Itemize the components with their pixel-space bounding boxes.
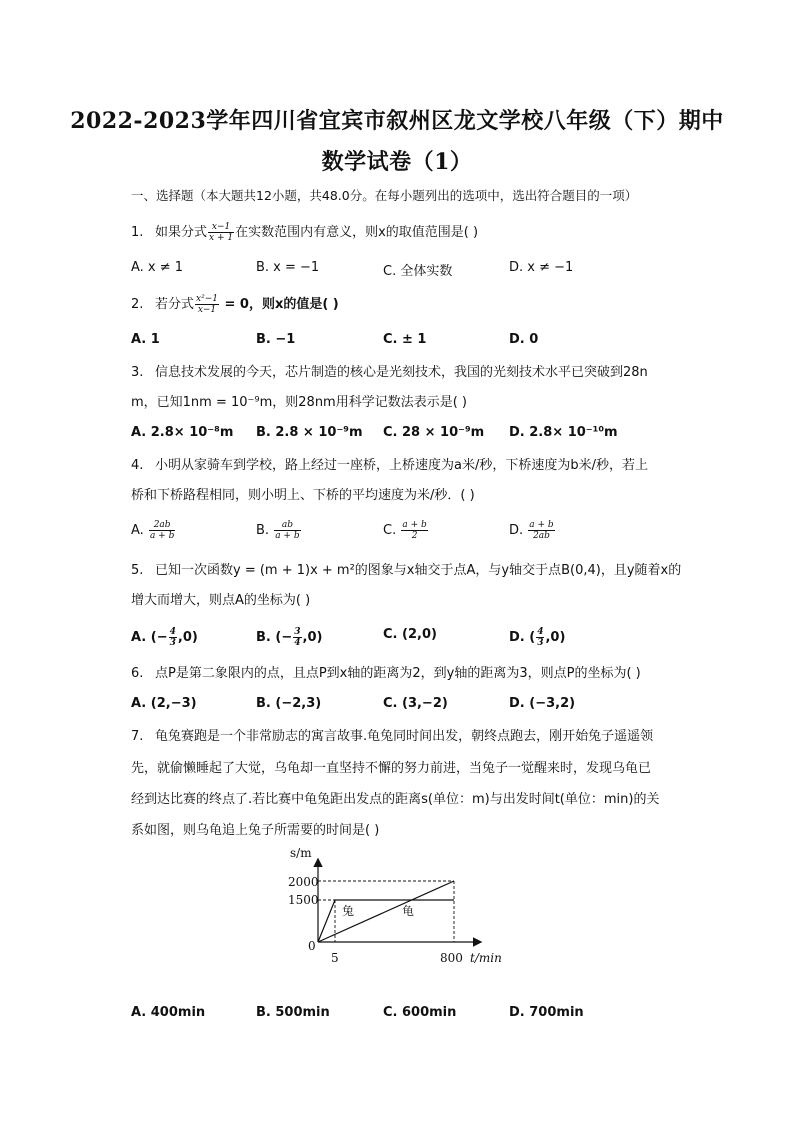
question-7: 7. 龟兔赛跑是一个非常励志的寓言故事.龟兔同时间出发，朝终点跑去，刚开始兔子遥遥领 bbox=[131, 729, 654, 744]
x-tick-800: 800 bbox=[440, 951, 463, 965]
question-3: 3. 信息技术发展的今天，芯片制造的核心是光刻技术，我国的光刻技术水平已突破到28n bbox=[131, 365, 648, 380]
rabbit-label: 兔 bbox=[342, 904, 355, 918]
option-c[interactable]: C. (2,0) bbox=[383, 627, 437, 642]
section-heading: 一、选择题（本大题共12小题，共48.0分。在每小题列出的选项中，选出符合题目的一项） bbox=[131, 188, 638, 203]
fraction: $\frac{\text{x²−1}}{x-1}$ bbox=[196, 294, 218, 315]
exam-title-line1: 2022-2023学年四川省宜宾市叙州区龙文学校八年级（下）期中 bbox=[70, 108, 724, 134]
question-4: 4. 小明从家骑车到学校，路上经过一座桥，上桥速度为a米/秒，下桥速度为b米/秒，若上 bbox=[131, 458, 648, 473]
question-number: 1. bbox=[131, 225, 144, 240]
options-1 bbox=[131, 260, 651, 280]
option-d[interactable]: D. x ≠ −1 bbox=[509, 260, 574, 275]
question-number: 3. bbox=[131, 365, 144, 380]
options-2 bbox=[131, 332, 651, 352]
option-b[interactable]: B. x = −1 bbox=[256, 260, 320, 275]
options-7 bbox=[131, 1005, 651, 1025]
option-c[interactable]: C. $\frac{a + b}{2}$ bbox=[383, 520, 427, 541]
options-3 bbox=[131, 425, 651, 445]
option-b[interactable]: B. −1 bbox=[256, 332, 296, 347]
option-c[interactable]: C. 600min bbox=[383, 1005, 457, 1020]
option-b[interactable]: B. (−2,3) bbox=[256, 696, 322, 711]
option-b[interactable]: B. 500min bbox=[256, 1005, 330, 1020]
option-b[interactable]: B. $\frac{ab}{a + b}$ bbox=[256, 520, 300, 541]
fraction: $\frac{x-1}{x + 1}$ bbox=[209, 222, 234, 243]
option-a[interactable]: A. 1 bbox=[131, 332, 160, 347]
option-b[interactable]: B. (− $\frac{3}{4}$ ,0) bbox=[256, 627, 323, 648]
option-d[interactable]: D. 0 bbox=[509, 332, 539, 347]
question-5: 5. 已知一次函数y = (m + 1)x + m²的图象与x轴交于点A，与y轴交于点B(0,4)，且y随着x的 bbox=[131, 563, 682, 578]
option-d[interactable]: D. ( $\frac{4}{3}$ ,0) bbox=[509, 627, 566, 648]
question-2: 2. 若分式 $\frac{\text{x²−1}}{x-1}$ = 0，则x的值是( ) bbox=[131, 294, 339, 315]
option-c[interactable]: C. 28 × 10⁻⁹m bbox=[383, 425, 485, 440]
option-a[interactable]: A. 2.8× 10⁻⁸m bbox=[131, 425, 234, 440]
question-1: 1. 如果分式 $\frac{x-1}{x + 1}$ 在实数范围内有意义，则x的取值范围是( ) bbox=[131, 222, 479, 243]
distance-time-graph bbox=[280, 842, 520, 972]
tortoise-label: 龟 bbox=[402, 904, 415, 918]
question-5-line2: 增大而增大，则点A的坐标为( ) bbox=[131, 593, 311, 608]
option-a[interactable]: A. $\frac{2ab}{a + b}$ bbox=[131, 520, 175, 541]
options-4 bbox=[131, 520, 651, 540]
option-d[interactable]: D. (−3,2) bbox=[509, 696, 576, 711]
y-tick-1500: 1500 bbox=[288, 893, 319, 907]
option-c[interactable]: C. 全体实数 bbox=[383, 264, 453, 279]
question-number: 5. bbox=[131, 563, 144, 578]
question-4-line2: 桥和下桥路程相同，则小明上、下桥的平均速度为米/秒．( ) bbox=[131, 488, 475, 503]
rabbit-line bbox=[318, 900, 454, 942]
option-c[interactable]: C. (3,−2) bbox=[383, 696, 448, 711]
question-3-line2: m，已知1nm = 10⁻⁹m，则28nm用科学记数法表示是( ) bbox=[131, 395, 467, 410]
x-axis-label: t/min bbox=[470, 951, 502, 965]
option-b[interactable]: B. 2.8 × 10⁻⁹m bbox=[256, 425, 363, 440]
y-tick-0: 0 bbox=[308, 939, 316, 953]
option-d[interactable]: D. $\frac{a + b}{2ab}$ bbox=[509, 520, 554, 541]
question-6: 6. 点P是第二象限内的点，且点P到x轴的距离为2，到y轴的距离为3，则点P的坐标为( ) bbox=[131, 666, 641, 681]
question-7-line4: 系如图，则乌龟追上兔子所需要的时间是( ) bbox=[131, 823, 380, 838]
option-a[interactable]: A. (2,−3) bbox=[131, 696, 197, 711]
option-a[interactable]: A. (− $\frac{4}{3}$ ,0) bbox=[131, 627, 198, 648]
x-tick-5: 5 bbox=[331, 951, 339, 965]
tortoise-line bbox=[318, 881, 454, 942]
options-6 bbox=[131, 696, 651, 716]
y-axis-label: s/m bbox=[290, 846, 312, 860]
option-d[interactable]: D. 700min bbox=[509, 1005, 584, 1020]
option-a[interactable]: A. 400min bbox=[131, 1005, 206, 1020]
options-5 bbox=[131, 627, 651, 647]
option-c[interactable]: C. ± 1 bbox=[383, 332, 427, 347]
question-number: 4. bbox=[131, 458, 144, 473]
question-7-line2: 先，就偷懒睡起了大觉，乌龟却一直坚持不懈的努力前进，当兔子一觉醒来时，发现乌龟已 bbox=[131, 761, 652, 776]
question-number: 6. bbox=[131, 666, 144, 681]
question-number: 2. bbox=[131, 297, 144, 312]
option-a[interactable]: A. x ≠ 1 bbox=[131, 260, 184, 275]
y-tick-2000: 2000 bbox=[288, 875, 319, 889]
exam-title-line2: 数学试卷（1） bbox=[321, 149, 473, 175]
question-7-line3: 经到达比赛的终点了.若比赛中龟兔距出发点的距离s(单位：m)与出发时间t(单位：min)的关 bbox=[131, 792, 660, 807]
option-d[interactable]: D. 2.8× 10⁻¹⁰m bbox=[509, 425, 618, 440]
question-number: 7. bbox=[131, 729, 144, 744]
